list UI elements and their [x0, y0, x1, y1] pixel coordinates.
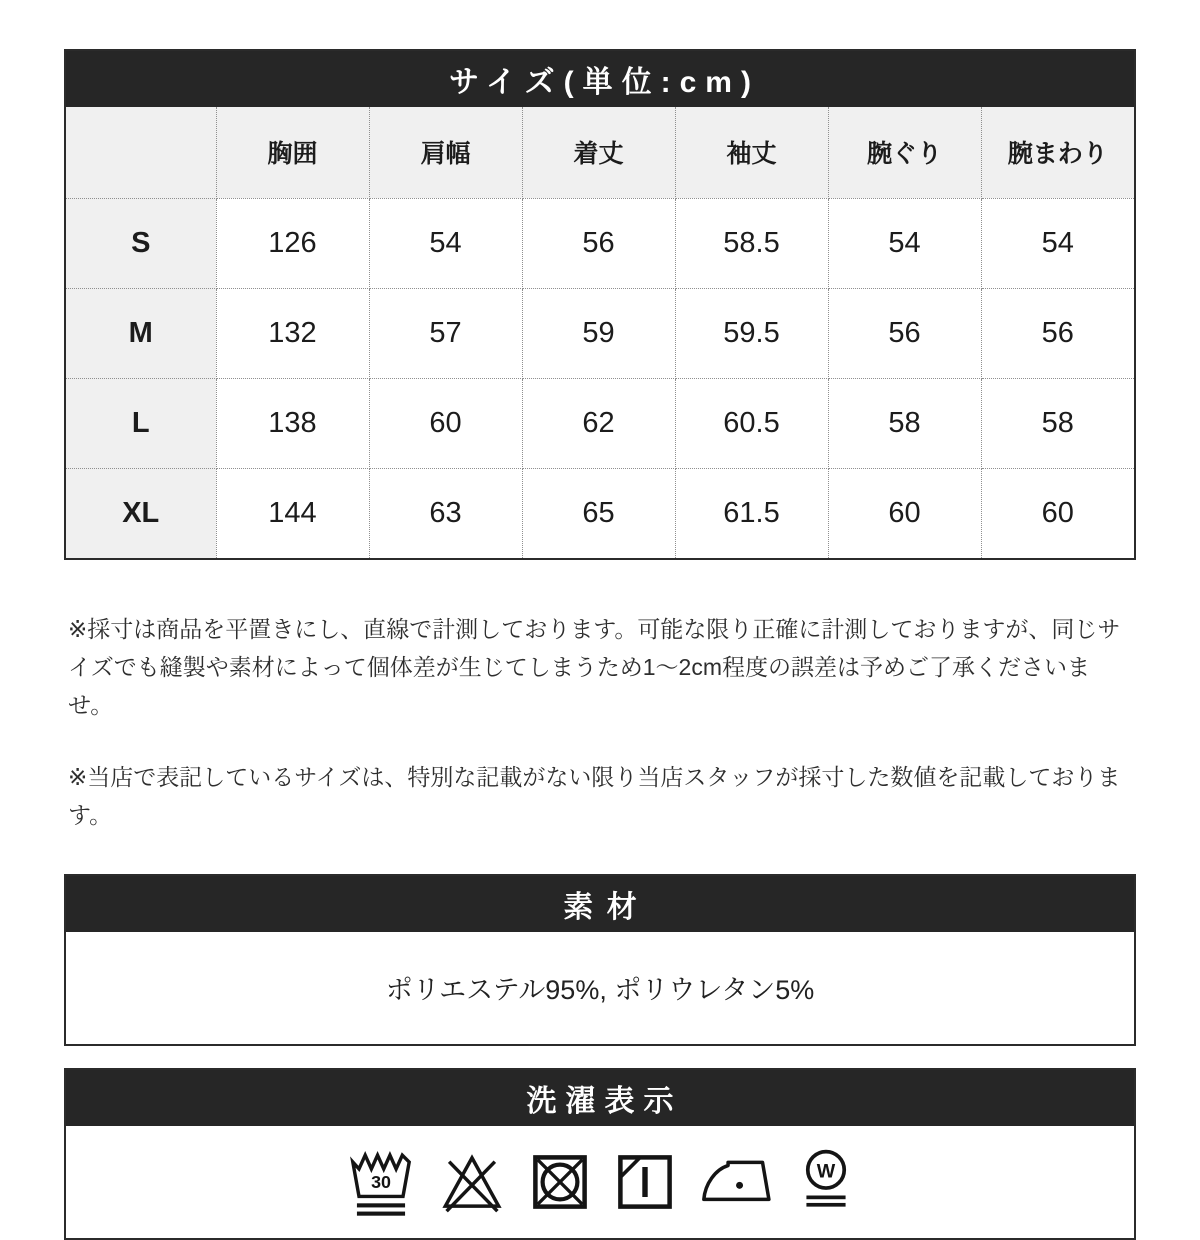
- cell-value: 59.5: [675, 288, 828, 378]
- size-label: L: [66, 378, 216, 468]
- material-title-bar: [66, 876, 1134, 932]
- corner-cell: [66, 107, 216, 198]
- size-table-title: サイズ(単位:cm): [449, 66, 760, 99]
- cell-value: 57: [369, 288, 522, 378]
- cell-value: 60: [828, 468, 981, 558]
- cell-value: 138: [216, 378, 369, 468]
- wet-clean-very-gentle-icon: [799, 1148, 853, 1216]
- cell-value: 58: [981, 378, 1134, 468]
- table-row-s: [66, 198, 1134, 288]
- cell-value: 59: [522, 288, 675, 378]
- laundry-icons-row: [66, 1126, 1134, 1238]
- cell-value: 126: [216, 198, 369, 288]
- cell-value: 132: [216, 288, 369, 378]
- size-table: [66, 107, 1134, 558]
- wet-clean-label: W: [816, 1160, 835, 1183]
- note-staff-measured: ※当店で表記しているサイズは、特別な記載がない限り当店スタッフが採寸した数値を記載しております。: [68, 763, 1121, 828]
- do-not-bleach-icon: [439, 1149, 505, 1215]
- wash-temp-label: 30: [370, 1172, 391, 1193]
- size-table-header-row: [66, 107, 1134, 198]
- size-label: XL: [66, 468, 216, 558]
- cell-value: 58: [828, 378, 981, 468]
- cell-value: 62: [522, 378, 675, 468]
- material-body: [66, 932, 1134, 1044]
- column-header-sleeve: 袖丈: [675, 107, 828, 198]
- cell-value: 56: [981, 288, 1134, 378]
- column-header-armhole: 腕ぐり: [828, 107, 981, 198]
- size-table-title-bar: [66, 51, 1134, 107]
- size-label: M: [66, 288, 216, 378]
- product-spec-sheet: [64, 0, 1136, 1240]
- size-label: S: [66, 198, 216, 288]
- cell-value: 54: [369, 198, 522, 288]
- table-row-l: [66, 378, 1134, 468]
- iron-low-heat-icon: [700, 1157, 774, 1206]
- material-title: 素材: [563, 890, 651, 924]
- line-dry-in-shade-icon: [615, 1152, 675, 1212]
- material-section: [64, 874, 1136, 1046]
- cell-value: 56: [828, 288, 981, 378]
- note-measurement-method: ※採寸は商品を平置きにし、直線で計測しております。可能な限り正確に計測しておりますが、同じサイズでも縫製や素材によって個体差が生じてしまうため1〜2cm程度の誤差は予めご了承くださいませ。: [68, 616, 1121, 719]
- cell-value: 60: [981, 468, 1134, 558]
- cell-value: 65: [522, 468, 675, 558]
- laundry-title: 洗濯表示: [526, 1084, 683, 1118]
- column-header-chest: 胸囲: [216, 107, 369, 198]
- size-table-section: [64, 49, 1136, 560]
- laundry-title-bar: [66, 1070, 1134, 1126]
- cell-value: 56: [522, 198, 675, 288]
- do-not-tumble-dry-icon: [530, 1152, 590, 1212]
- cell-value: 61.5: [675, 468, 828, 558]
- table-row-m: [66, 288, 1134, 378]
- cell-value: 54: [981, 198, 1134, 288]
- material-composition: ポリエステル95%, ポリウレタン5%: [385, 975, 815, 1006]
- laundry-section: [64, 1068, 1136, 1240]
- column-header-length: 着丈: [522, 107, 675, 198]
- cell-value: 144: [216, 468, 369, 558]
- table-row-xl: [66, 468, 1134, 558]
- cell-value: 60.5: [675, 378, 828, 468]
- column-header-shoulder: 肩幅: [369, 107, 522, 198]
- wash-30-very-gentle-icon: [348, 1146, 414, 1218]
- cell-value: 54: [828, 198, 981, 288]
- cell-value: 58.5: [675, 198, 828, 288]
- cell-value: 60: [369, 378, 522, 468]
- cell-value: 63: [369, 468, 522, 558]
- column-header-arm-circumference: 腕まわり: [981, 107, 1134, 198]
- measurement-notes: [64, 610, 1136, 834]
